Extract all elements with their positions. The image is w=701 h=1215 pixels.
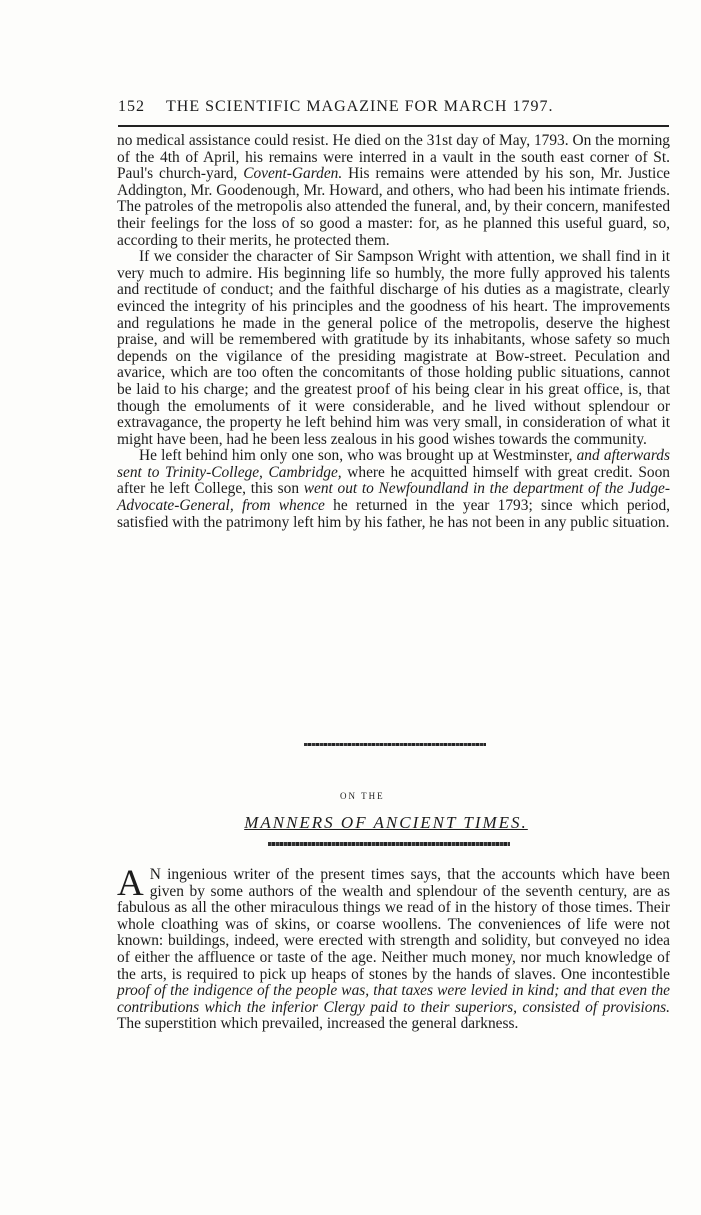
article-one-body: [117, 133, 670, 531]
section-divider-rule: [304, 743, 486, 746]
article-two-paragraph-1: [117, 863, 670, 1033]
drop-cap: A: [117, 863, 144, 904]
paragraph-text: no medical assistance could resist. He died on the 31st day of May, 1793. On the morning of the 4th of April, his remains were interred in a vault in the south east corner of St. Paul's church-yard,: [117, 132, 670, 183]
article-title: MANNERS OF ANCIENT TIMES.: [244, 813, 528, 832]
running-head: [118, 96, 670, 122]
place-name: Covent-Garden.: [243, 165, 343, 183]
paragraph-text: He left behind him only one son, who was brought up at Westminster,: [139, 447, 577, 465]
article-pre-title: ON THE: [340, 791, 385, 801]
paragraph-text: The superstition which prevailed, increased the general darkness.: [117, 1015, 519, 1033]
article-one-paragraph-3: [117, 448, 670, 531]
paragraph-text-italic: proof of the indigence of the people was, that taxes were levied in kind; and that even the contributions which the inferior Clergy paid to their superiors, consisted of provisions.: [117, 982, 670, 1016]
running-title: THE SCIENTIFIC MAGAZINE FOR MARCH 1797.: [166, 98, 554, 115]
article-two-body: [117, 863, 670, 1033]
paragraph-text: His remains were attended by his son, Mr. Justice Addington, Mr. Goodenough, Mr. Howard, and others, who had been his intimate friends. The patroles of the metropolis also attended the funeral, and, by their concern, manifested their feelings for the loss of so good a master: for, as he planned this useful guard, so, according to their merits, he protected them.: [117, 165, 671, 249]
article-one-paragraph-2: If we consider the character of Sir Sampson Wright with attention, we shall find in it very much to admire. His beginning life so humbly, the more fully approved his talents and rectitude of conduct; and the faithful discharge of his duties as a magistrate, clearly evinced the integrity of his principles and the goodness of his heart. The improvements and regulations he made in the general police of the metropolis, deserve the highest praise, and will be remembered with gratitude by its inhabitants, whose safety so much depends on the vigilance of the presiding magistrate at Bow-street. Peculation and avarice, which are too often the concomitants of those holding public situations, cannot be laid to his charge; and the greatest proof of his being clear in his great office, is, that though the emoluments of it were considerable, and he lived without splendour or extravagance, the property he left behind him was very small, in consideration of what it might have been, had he been less zealous in his good wishes towards the community.: [117, 248, 670, 448]
header-rule: [118, 125, 669, 127]
paragraph-text-italic: and afterwards sent to Trinity-College, Cambridge,: [117, 447, 670, 481]
paragraph-text: he returned in the year 1793; since which period, satisfied with the patrimony left him by his father, he has not been in any public situation.: [117, 497, 670, 531]
title-underline-ornament: [268, 842, 510, 846]
paragraph-text-italic: went out to Newfoundland in the department of the Judge-Advocate-General, from whence: [117, 480, 670, 515]
paragraph-text: N ingenious writer of the present times says, that the accounts which have been given by some authors of the wealth and splendour of the seventh century, are as fabulous as all the other miraculous things we read of in the history of those times. Their whole cloathing was of skins, or coarse woollens. The conveniences of life were not known: buildings, indeed, were erected with strength and solidity, but conveyed no idea of either the affluence or taste of the age. Neither much money, nor much knowledge of the arts, is required to pick up heaps of stones by the hands of slaves. One incontestible: [117, 866, 670, 983]
paragraph-text: where he acquitted himself with great credit. Soon after he left College, this son: [117, 463, 670, 498]
page-number: 152: [118, 98, 145, 115]
article-one-paragraph-1: [117, 133, 670, 249]
